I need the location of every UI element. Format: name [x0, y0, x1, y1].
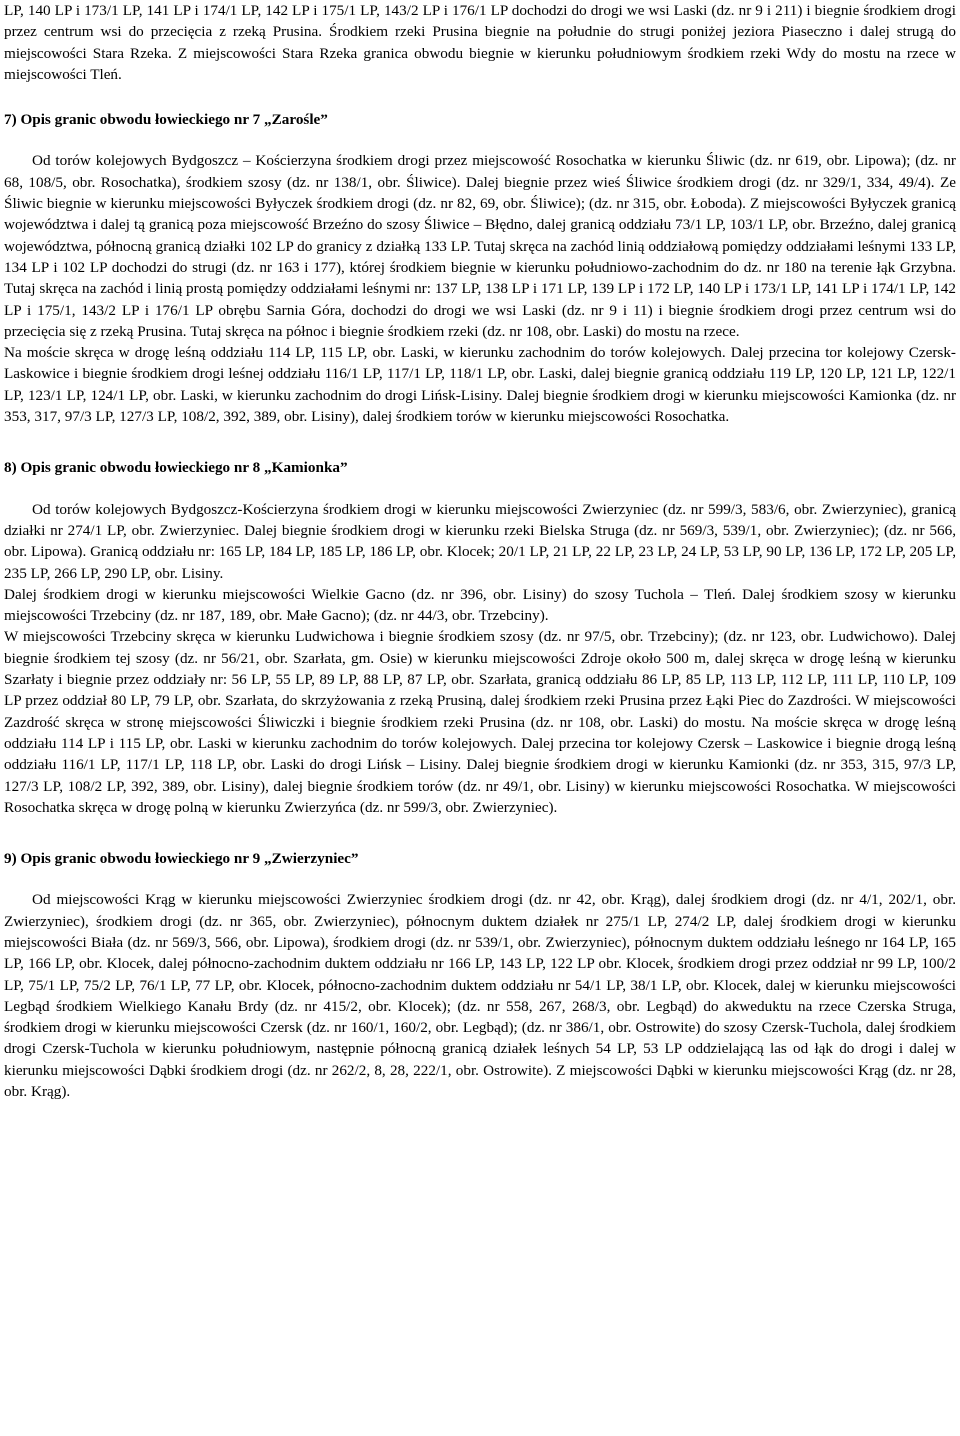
section-paragraph: W miejscowości Trzebciny skręca w kierunku Ludwichowa i biegnie środkiem szosy (dz. nr 97/5, obr. Trzebciny); (dz. nr 123, obr. Ludwichowo). Dalej biegnie środkiem tej szosy (dz. nr 56/21, obr. Szarłata, gm. Osie) w kierunku miejscowości Zdroje około 500 m, dalej skręca w drogę leśną w kierunku Szarłaty i biegnie przez oddziały nr: 56 LP, 55 LP, 89 LP, 88 LP, 87 LP, obr. Szarłata, granicą oddziału 86 LP, 85 LP, 113 LP, 112 LP, 111 LP, 110 LP, 109 LP przez oddział 80 LP, 79 LP, obr. Szarłata, do skrzyżowania z rzeką Prusiną, dalej środkiem rzeki Prusina przez Łąki Piec do Zazdrości. W miejscowości Zazdrość skręca w stronę miejscowości Śliwiczki i biegnie środkiem rzeki Prusina (dz. nr 108, obr. Laski) do mostu. Na moście skręca w drogę leśną oddziału 114 LP i 115 LP, obr. Laski w kierunku zachodnim do torów kolejowych. Dalej przecina tor kolejowy Czersk – Laskowice i biegnie drogą leśną oddziału 116/1 LP, 117/1 LP, 118 LP, obr. Laski do drogi Lińsk – Lisiny. Dalej biegnie środkiem drogi w kierunku Kamionki (dz. nr 353, 315, 97/3 LP, 127/3 LP, 108/2 LP, 392, 389, obr. Lisiny), dalej biegnie środkiem torów (dz. nr 49/1, obr. Lisiny) w kierunku miejscowości Rosochatka. W miejscowości Rosochatka skręca w drogę polną w kierunku Zwierzyńca (dz. nr 599/3, obr. Zwierzyniec). — [4, 628, 956, 816]
section-7 — [4, 109, 956, 427]
section-8 — [4, 457, 956, 818]
section-heading: 8) Opis granic obwodu łowieckiego nr 8 „Kamionka” — [4, 459, 348, 477]
section-9 — [4, 848, 956, 1102]
section-paragraph: Od miejscowości Krąg w kierunku miejscowości Zwierzyniec środkiem drogi (dz. nr 42, obr. Krąg), dalej środkiem drogi (dz. nr 4/1, 202/1, obr. Zwierzyniec), środkiem drogi (dz. nr 365, obr. Zwierzyniec), północnym duktem działek nr 275/1 LP, 274/2 LP, dalej środkiem drogi w kierunku miejscowości Biała (dz. nr 569/3, 566, obr. Lipowa), środkiem drogi (dz. nr 539/1, obr. Zwierzyniec), północnym duktem oddziału leśnego nr 164 LP, 165 LP, 166 LP, obr. Klocek, dalej północno-zachodnim duktem oddziału nr 166 LP, 143 LP, 122 LP obr. Klocek, środkiem drogi przez oddział nr 99 LP, 100/2 LP, 75/1 LP, 75/2 LP, 76/1 LP, 77 LP, obr. Klocek, północno-zachodnim duktem oddziału nr 54/1 LP, 38/1 LP, obr. Klocek, dalej w kierunku miejscowości Legbąd środkiem Wielkiego Kanału Brdy (dz. nr 415/2, obr. Klocek); (dz. nr 558, 267, 268/3, obr. Legbąd) do akweduktu na rzece Czerska Struga, środkiem drogi w kierunku miejscowości Czersk (dz. nr 160/1, 160/2, obr. Legbąd); (dz. nr 386/1, obr. Ostrowite) do szosy Czersk-Tuchola, dalej środkiem drogi Czersk-Tuchola w kierunku południowym, następnie północną granicą działek leśnych 54 LP, 53 LP oddzielającą las od łąk do drogi i dalej w kierunku miejscowości Dąbki środkiem drogi (dz. nr 262/2, 8, 28, 222/1, obr. Ostrowite). Z miejscowości Dąbki w kierunku miejscowości Krąg (dz. nr 28, obr. Krąg). — [4, 891, 956, 1101]
section-paragraph: Od torów kolejowych Bydgoszcz-Kościerzyna środkiem drogi w kierunku miejscowości Zwierzyniec (dz. nr 599/3, 583/6, obr. Zwierzyniec), granicą działki nr 274/1 LP, obr. Zwierzyniec. Dalej biegnie środkiem drogi w kierunku rzeki Bielska Struga (dz. nr 569/3, 539/1, obr. Zwierzyniec); (dz. nr 566, obr. Lipowa). Granicą oddziału nr: 165 LP, 184 LP, 185 LP, 186 LP, obr. Klocek; 20/1 LP, 21 LP, 22 LP, 23 LP, 24 LP, 53 LP, 90 LP, 136 LP, 172 LP, 205 LP, 235 LP, 266 LP, 290 LP, obr. Lisiny. — [4, 500, 956, 582]
spacer — [4, 479, 956, 499]
section-paragraph: Na moście skręca w drogę leśną oddziału 114 LP, 115 LP, obr. Laski, w kierunku zachodnim do torów kolejowych. Dalej przecina tor kolejowy Czersk-Laskowice i biegnie środkiem drogi leśnej oddziału 116/1 LP, 117/1 LP, 118/1 LP, obr. Laski, dalej biegnie granicą oddziału 119 LP, 120 LP, 121 LP, 122/1 LP, 123/1 LP, 124/1 LP, obr. Laski, w kierunku zachodnim do drogi Lińsk-Lisiny. Dalej biegnie środkiem drogi w kierunku miejscowości Kamionka (dz. nr 353, 317, 97/3 LP, 127/3 LP, 108/2, 392, 389, obr. Lisiny), dalej środkiem torów w kierunku miejscowości Rosochatka. — [4, 344, 956, 426]
section-paragraph: Od torów kolejowych Bydgoszcz – Kościerzyna środkiem drogi przez miejscowość Rosochatka w kierunku Śliwic (dz. nr 619, obr. Lipowa); (dz. nr 68, 108/5, obr. Rosochatka), środkiem szosy (dz. nr 138/1, obr. Śliwice). Dalej biegnie przez wieś Śliwice środkiem drogi (dz. nr 329/1, 334, 49/4). Ze Śliwic biegnie w kierunku miejscowości Byłyczek środkiem drogi (dz. nr 82, 69, obr. Śliwice); (dz. nr 315, obr. Łoboda). Z miejscowości Byłyczek granicą województwa i dalej tą granicą poza miejscowość Brzeźno do szosy Śliwice – Błędno, dalej granicą oddziału 73/1 LP, 103/1 LP, obr. Brzeźno, dalej granicą województwa, północną granicą działki 102 LP do granicy z działką 133 LP. Tutaj skręca na zachód linią oddziałową pomiędzy oddziałami leśnymi 133 LP, 134 LP i 102 LP dochodzi do strugi (dz. nr 163 i 177), której środkiem biegnie w kierunku południowo-zachodnim do dz. nr 180 na terenie łąk Grzybna. Tutaj skręca na zachód i linią prostą pomiędzy oddziałami leśnymi nr: 137 LP, 138 LP i 171 LP, 139 LP i 172 LP, 140 LP i 173/1 LP, 141 LP i 174/1 LP, 142 LP i 175/1, 143/2 LP i 176/1 LP obrębu Sarnia Góra, dochodzi do drogi we wsi Laski (dz. nr 9 i 11) i biegnie środkiem drogi przez centrum wsi do przecięcia się z rzeką Prusina. Tutaj skręca na północ i biegnie środkiem rzeki (dz. nr 108, obr. Laski) do mostu na rzece. — [4, 152, 956, 340]
spacer — [4, 85, 956, 109]
intro-paragraph: LP, 140 LP i 173/1 LP, 141 LP i 174/1 LP, 142 LP i 175/1 LP, 143/2 LP i 176/1 LP dochodzi do drogi we wsi Laski (dz. nr 9 i 211) i biegnie środkiem drogi przez centrum wsi do przecięcia z rzeką Prusina. Środkiem rzeki Prusina biegnie na południe do strugi poniżej jeziora Piaseczno i dalej strugą do miejscowości Stara Rzeka. Z miejscowości Stara Rzeka granica obwodu biegnie w kierunku południowym środkiem rzeki Wdy do mostu na rzece w miejscowości Tleń. — [4, 2, 956, 83]
section-heading: 7) Opis granic obwodu łowieckiego nr 7 „Zarośle” — [4, 111, 328, 129]
spacer — [4, 818, 956, 848]
spacer — [4, 130, 956, 150]
section-paragraph: Dalej środkiem drogi w kierunku miejscowości Wielkie Gacno (dz. nr 396, obr. Lisiny) do szosy Tuchola – Tleń. Dalej środkiem szosy w kierunku miejscowości Trzebciny (dz. nr 187, 189, obr. Małe Gacno); (dz. nr 44/3, obr. Trzebciny). — [4, 585, 956, 625]
spacer — [4, 869, 956, 889]
spacer — [4, 427, 956, 457]
section-heading: 9) Opis granic obwodu łowieckiego nr 9 „Zwierzyniec” — [4, 850, 359, 868]
